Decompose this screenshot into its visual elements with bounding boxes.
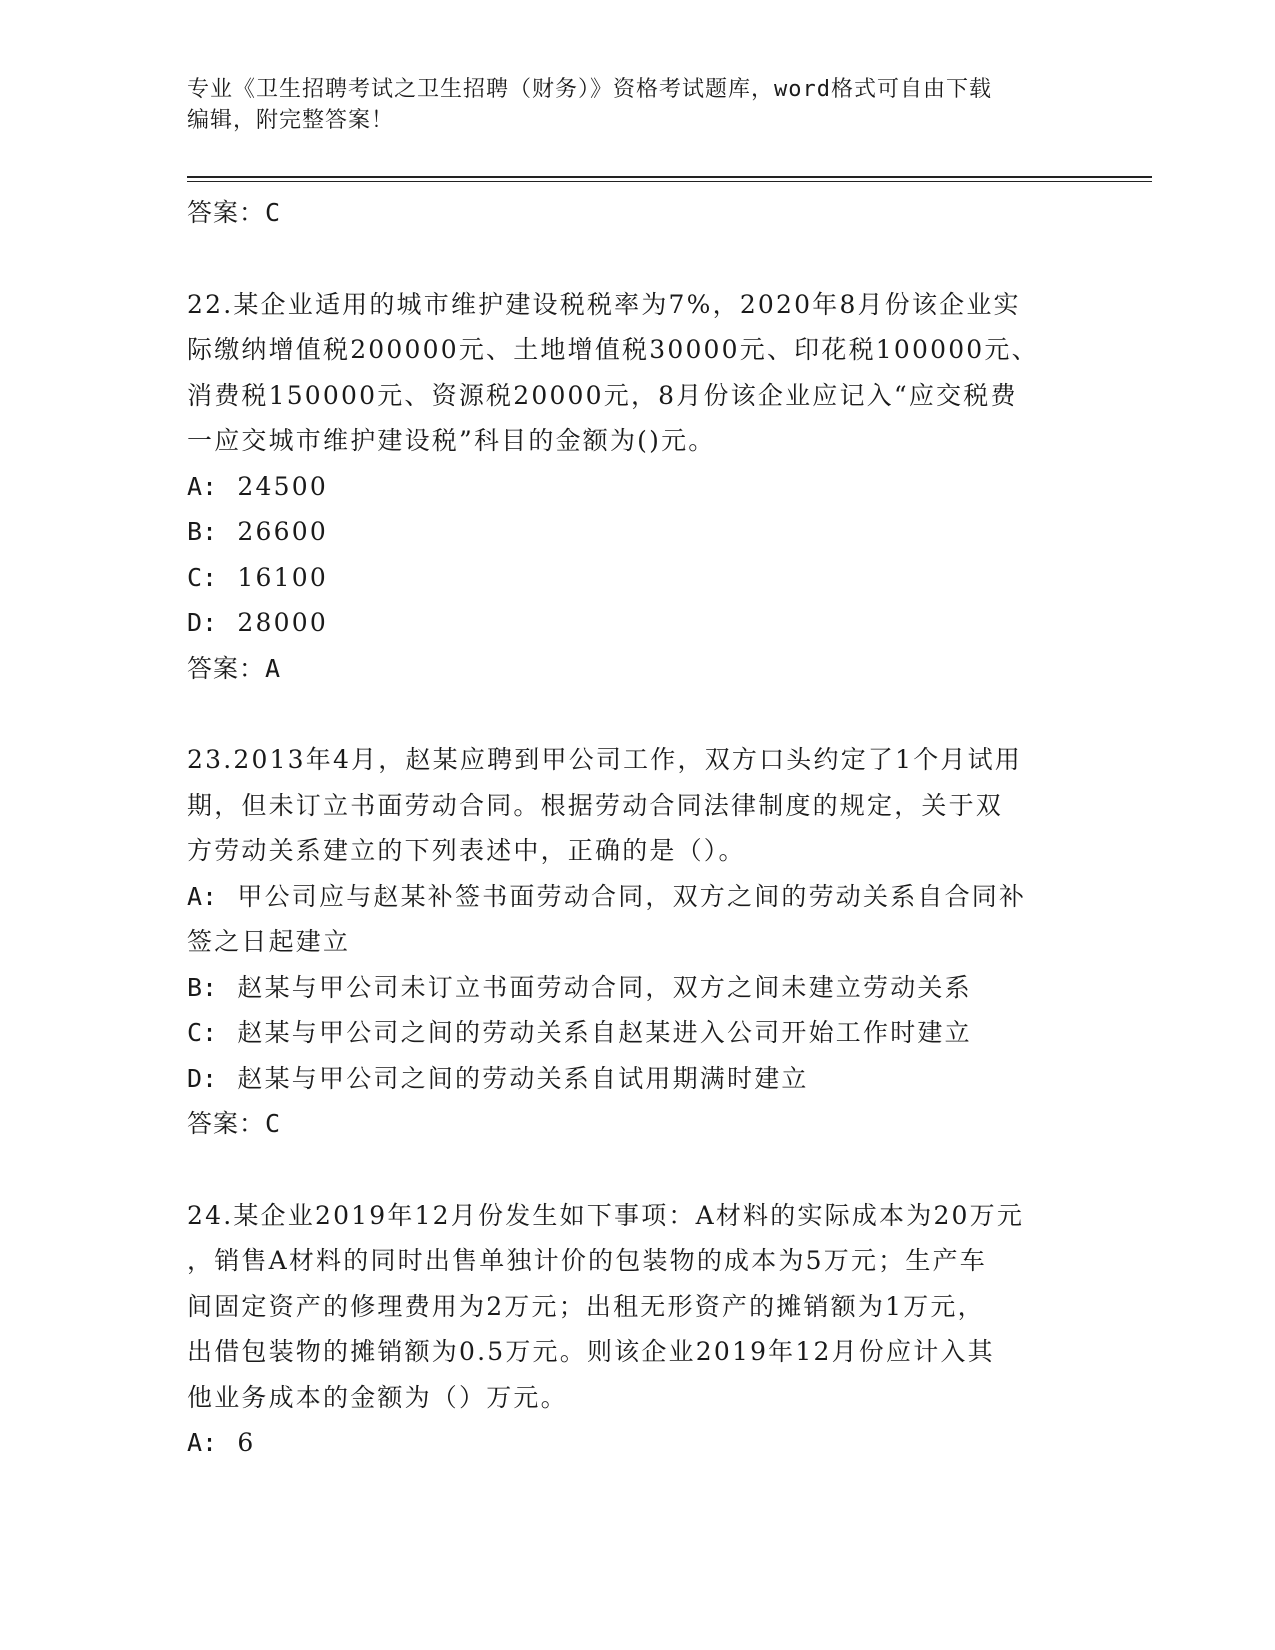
header-line-2: 编辑，附完整答案！ xyxy=(187,108,395,133)
spacer xyxy=(187,691,1087,737)
option-label: A: xyxy=(187,471,218,501)
option-label: A: xyxy=(187,881,218,911)
option-text: 26600 xyxy=(237,517,328,546)
spacer xyxy=(187,1147,1087,1193)
option-text: 赵某与甲公司之间的劳动关系自赵某进入公司开始工作时建立 xyxy=(237,1018,972,1047)
answer-line-prev xyxy=(187,190,1087,236)
option-a xyxy=(187,874,1087,920)
option-text: 24500 xyxy=(237,471,328,501)
question-text-line: 22.某企业适用的城市维护建设税税率为7%，2020年8月份该企业实 xyxy=(187,289,1021,319)
option-d xyxy=(187,600,1087,646)
question-24 xyxy=(187,1193,1087,1466)
question-23 xyxy=(187,737,1087,1147)
option-b xyxy=(187,509,1087,555)
answer-line xyxy=(187,1101,1087,1147)
page-header xyxy=(187,74,1067,136)
question-text-line: 方劳动关系建立的下列表述中，正确的是（）。 xyxy=(187,836,746,865)
header-line-1: 专业《卫生招聘考试之卫生招聘（财务）》资格考试题库，word格式可自由下载 xyxy=(187,77,992,102)
option-label: D: xyxy=(187,1063,218,1093)
option-a-continuation: 签之日起建立 xyxy=(187,927,351,956)
question-text-line: 际缴纳增值税200000元、土地增值税30000元、印花税100000元、 xyxy=(187,335,1039,364)
answer-label: 答案： xyxy=(187,653,266,683)
option-label: B: xyxy=(187,517,218,546)
option-label: C: xyxy=(187,1018,218,1047)
question-text-line: 23.2013年4月，赵某应聘到甲公司工作，双方口头约定了1个月试用 xyxy=(187,745,1022,774)
option-b xyxy=(187,965,1087,1011)
option-text: 赵某与甲公司未订立书面劳动合同，双方之间未建立劳动关系 xyxy=(237,972,972,1002)
option-label: B: xyxy=(187,972,218,1002)
answer-label: 答案： xyxy=(187,198,266,227)
option-text: 16100 xyxy=(237,562,328,592)
question-text-line: 他业务成本的金额为（）万元。 xyxy=(187,1382,568,1412)
question-text-line: 间固定资产的修理费用为2万元；出租无形资产的摊销额为1万元， xyxy=(187,1291,985,1321)
answer-value: C xyxy=(265,1109,282,1138)
option-c xyxy=(187,1010,1087,1056)
question-text-line: ，销售A材料的同时出售单独计价的包装物的成本为5万元；生产车 xyxy=(187,1246,987,1275)
option-text: 6 xyxy=(237,1428,256,1457)
option-a xyxy=(187,464,1087,510)
question-text-line: 消费税150000元、资源税20000元，8月份该企业应记入“应交税费 xyxy=(187,380,1018,410)
option-text: 28000 xyxy=(237,608,328,637)
question-22 xyxy=(187,282,1087,692)
answer-value: A xyxy=(265,653,282,683)
question-text-line: 出借包装物的摊销额为0.5万元。则该企业2019年12月份应计入其 xyxy=(187,1337,995,1366)
question-text-line: 期，但未订立书面劳动合同。根据劳动合同法律制度的规定，关于双 xyxy=(187,790,1004,820)
option-label: C: xyxy=(187,562,218,592)
option-c xyxy=(187,555,1087,601)
option-label: D: xyxy=(187,608,218,637)
question-content xyxy=(187,190,1087,1466)
answer-label: 答案： xyxy=(187,1109,266,1138)
answer-line xyxy=(187,646,1087,692)
answer-value: C xyxy=(265,198,282,227)
question-text-line: 一应交城市维护建设税”科目的金额为()元。 xyxy=(187,426,716,455)
spacer xyxy=(187,236,1087,282)
header-rule-thin xyxy=(187,181,1152,182)
question-text-line: 24.某企业2019年12月份发生如下事项：A材料的实际成本为20万元 xyxy=(187,1200,1025,1230)
option-a xyxy=(187,1420,1087,1466)
option-d xyxy=(187,1056,1087,1102)
option-text: 甲公司应与赵某补签书面劳动合同，双方之间的劳动关系自合同补 xyxy=(237,881,1027,911)
header-rule-thick xyxy=(187,176,1152,178)
option-text: 赵某与甲公司之间的劳动关系自试用期满时建立 xyxy=(237,1063,809,1093)
option-label: A: xyxy=(187,1428,218,1457)
